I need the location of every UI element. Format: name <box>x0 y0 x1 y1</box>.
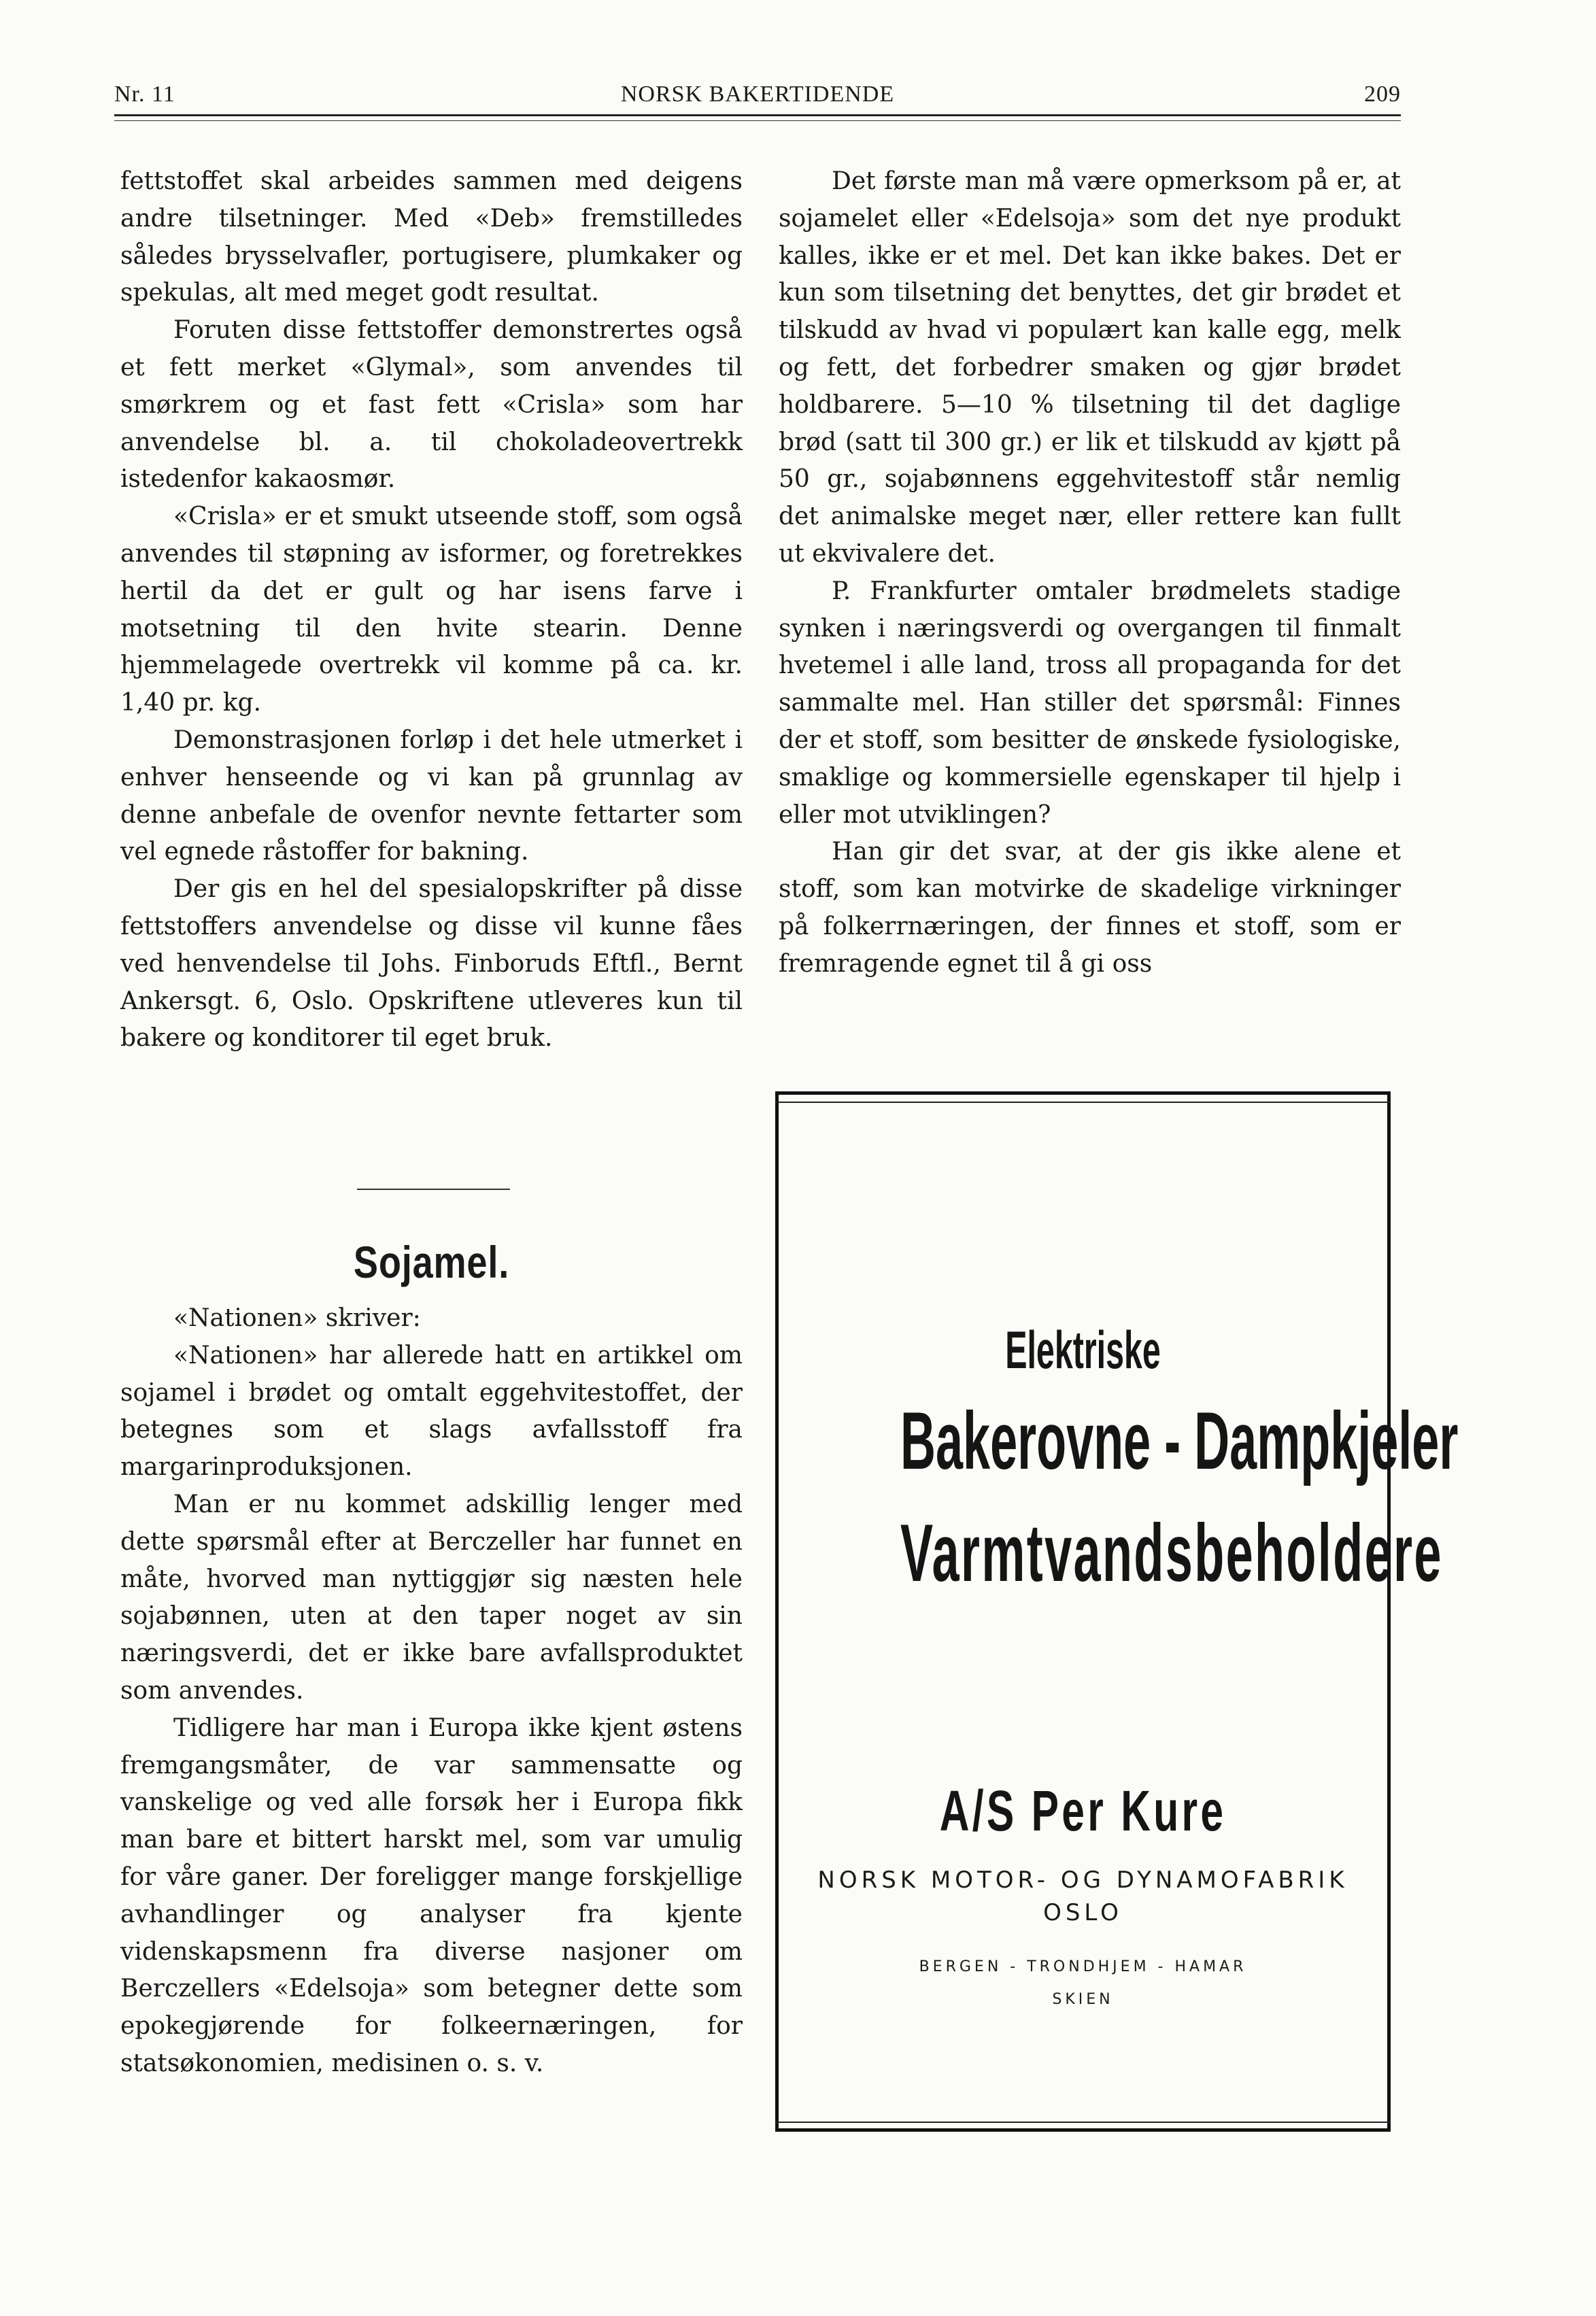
publication-title: NORSK BAKERTIDENDE <box>620 82 895 107</box>
ad-headline: Bakerovne - Dampkjeler <box>900 1395 1459 1486</box>
sojamel-article <box>120 1300 743 2083</box>
ad-subtitle: NORSK MOTOR- OG DYNAMOFABRIK <box>817 1867 1348 1894</box>
ad-rule <box>775 2122 1391 2123</box>
ad-rule <box>775 1102 1391 1103</box>
section-divider <box>357 1189 510 1190</box>
advertisement <box>775 1091 1459 2132</box>
page-number: 209 <box>1364 82 1401 107</box>
paragraph: «Nationen» har allerede hatt en artikkel om sojamel i brødet og omtalt eggehvitestoffet, der betegnes som et slags avfallsstoff fra margarinproduksjonen. <box>120 1341 743 1482</box>
page-header <box>114 82 1401 109</box>
ad-city: OSLO <box>1043 1899 1123 1926</box>
ad-company: A/S Per Kure <box>939 1779 1227 1843</box>
ad-branches: BERGEN - TRONDHJEM - HAMAR <box>919 1958 1247 1975</box>
paragraph: fettstoffet skal arbeides sammen med deigens andre tilsetninger. Med «Deb» fremstilledes således brysselvafler, portugisere, plumkaker og spekulas, alt med meget godt resultat. <box>120 167 743 307</box>
ad-branches: SKIEN <box>1052 1991 1114 2008</box>
ad-heading: Elektriske <box>1005 1320 1161 1380</box>
paragraph: Han gir det svar, at der gis ikke alene et stoff, som kan motvirke de skadelige virkninger på folkerrnæringen, der finnes et stoff, som er fremragende egnet til å gi oss <box>779 838 1401 978</box>
issue-number: Nr. 11 <box>114 82 175 107</box>
paragraph: Demonstrasjonen forløp i det hele utmerket i enhver henseende og vi kan på grunnlag av denne anbefale de ovenfor nevnte fettarter som vel egnede råstoffer for bakning. <box>120 726 743 866</box>
ad-headline: Varmtvandsbeholdere <box>900 1508 1443 1599</box>
paragraph: P. Frankfurter omtaler brødmelets stadige synken i næringsverdi og overgangen til finmalt hvetemel i alle land, tross all propaganda for det sammalte mel. Han stiller det spørsmål: Finnes der et stoff, som besitter de ønskede fysiologiske, smaklige og kommersielle egenskaper til hjelp i eller mot utviklingen? <box>779 577 1401 829</box>
paragraph: Tidligere har man i Europa ikke kjent østens fremgangsmåter, de var sammensatte og vanskelige og ved alle forsøk her i Europa fikk man bare et bittert harskt mel, som var umulig for våre ganer. Der foreligger mange forskjellige avhandlinger og analyser fra kjente videnskapsmenn fra diverse nasjoner om Berczellers «Edelsoja» som betegner dette som epokegjørende for folkeernæringen, for statsøkonomien, medisinen o. s. v. <box>120 1714 743 2077</box>
paragraph: «Crisla» er et smukt utseende stoff, som også anvendes til støpning av isformer, og foretrekkes hertil da det er gult og har isens farve i motsetning til den hvite stearin. Denne hjemmelagede overtrekk vil komme på ca. kr. 1,40 pr. kg. <box>120 503 743 717</box>
paragraph: Det første man må være opmerksom på er, at sojamelet eller «Edelsoja» som det nye produkt kalles, ikke er et mel. Det kan ikke bakes. Det er kun som tilsetning det benyttes, det gir brødet et tilskudd av hvad vi populært kan kalle egg, melk og fett, det forbedrer smaken og gjør brødet holdbarere. 5—10 % tilsetning til det daglige brød (satt til 300 gr.) er lik et tilskudd av kjøtt på 50 gr., sojabønnens eggehvitestoff står nemlig det animalske meget nær, eller rettere kan fullt ut ekvivalere det. <box>779 167 1401 568</box>
paragraph: Der gis en hel del spesialopskrifter på disse fettstoffers anvendelse og disse vil kunne fåes ved henvendelse til Johs. Finboruds Eftfl., Bernt Ankersgt. 6, Oslo. Opskriftene utleveres kun til bakere og konditorer til eget bruk. <box>120 875 743 1053</box>
paragraph: «Nationen» skriver: <box>173 1304 421 1332</box>
header-rule-thin <box>114 120 1401 121</box>
paragraph: Man er nu kommet adskillig lenger med dette spørsmål efter at Berczeller har funnet en måte, hvorved man nyttiggjør sig næsten hele sojabønnen, uten at den taper noget av sin næringsverdi, det er ikke bare avfallsproduktet som anvendes. <box>120 1490 743 1705</box>
left-column <box>120 163 743 1057</box>
header-rule <box>114 114 1401 116</box>
paragraph: Foruten disse fettstoffer demonstrertes også et fett merket «Glymal», som anvendes til smørkrem og et fast fett «Crisla» som har anvendelse bl. a. til chokoladeovertrekk istedenfor kakaosmør. <box>120 316 743 494</box>
section-title: Sojamel. <box>353 1237 510 1287</box>
right-column <box>779 163 1401 983</box>
